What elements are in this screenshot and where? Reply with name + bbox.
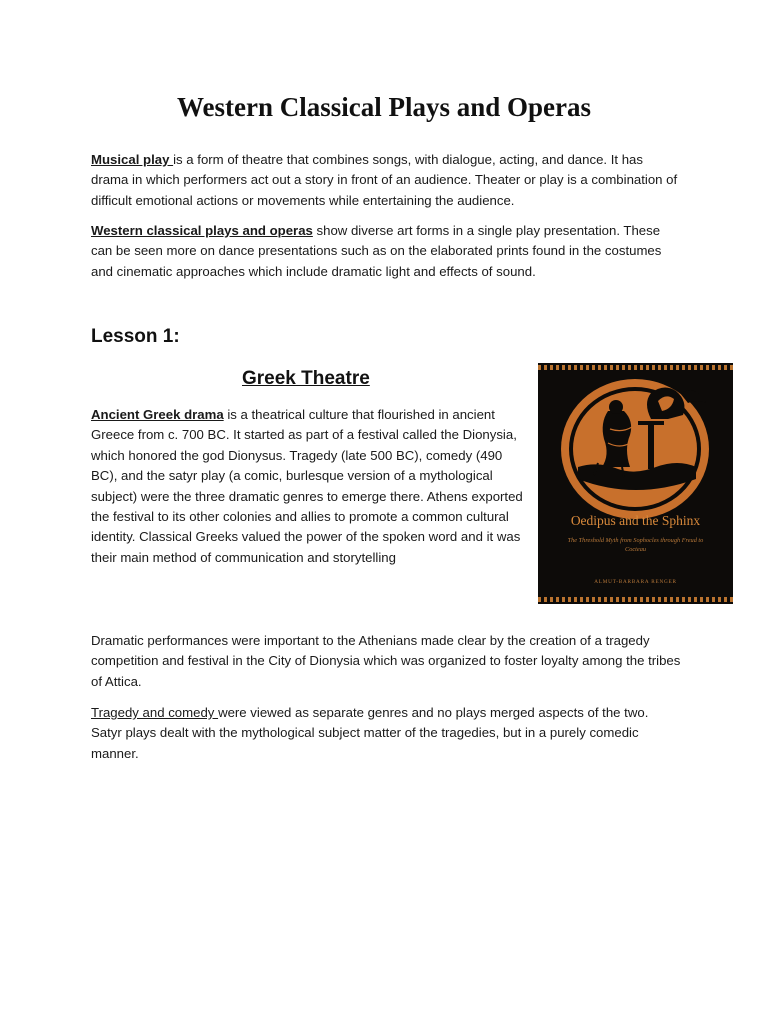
intro-paragraph-musical-play (91, 150, 681, 211)
vase-illustration (538, 363, 733, 604)
intro-paragraph-1-text: is a form of theatre that combines songs, with dialogue, acting, and dance. It has drama in which performers act out a story in front of an audience. Theater or play is a combination of difficult emotional actions or movements while entertaining the audience. (91, 152, 678, 208)
book-author: ALMUT-BARBARA RENGER (594, 579, 677, 585)
paragraph-tragedy-and-comedy (91, 703, 681, 764)
book-title: Oedipus and the Sphinx (570, 513, 701, 528)
book-subtitle: The Threshold Myth from Sophocles through Freud to Cocteau (567, 537, 704, 553)
term-musical-play: Musical play (91, 152, 174, 167)
paragraph-ancient-greek-drama-text: is a theatrical culture that flourished in ancient Greece from c. 700 BC. It started as part of a festival called the Dionysia, which honored the god Dionysus. Tragedy (late 500 BC), comedy (490 BC), and the satyr play (a comic, burlesque version of a mythological subject) were the three dramatic genres to emerge there. Athens exported the festival to its other colonies and allies to promote a common cultural identity. Classical Greeks valued the power of the spoken word and it was their main method of communication and storytelling (91, 407, 523, 565)
paragraph-tragedy-and-comedy-text: were viewed as separate genres and no plays merged aspects of the two. Satyr plays dealt with the mythological subject matter of the tragedies, but in a purely comedic manner. (91, 705, 649, 761)
cover-border-bottom (538, 597, 733, 602)
book-cover-image (538, 363, 733, 604)
paragraph-dramatic-performances: Dramatic performances were important to the Athenians made clear by the creation of a tragedy competition and festival in the City of Dionysia which was organized to foster loyalty among the tribes of Attica. (91, 633, 681, 689)
term-ancient-greek-drama: Ancient Greek drama (91, 407, 224, 422)
section-heading-greek-theatre: Greek Theatre (242, 368, 370, 389)
page-title: Western Classical Plays and Operas (176, 92, 591, 122)
term-western-classical: Western classical plays and operas (91, 223, 313, 238)
paragraph-ancient-greek-drama (91, 405, 527, 568)
lesson-heading: Lesson 1: (91, 326, 180, 347)
intro-paragraph-western-classical (91, 221, 681, 282)
term-tragedy-and-comedy: Tragedy and comedy (91, 705, 219, 720)
intro-paragraph-2-text: show diverse art forms in a single play presentation. These can be seen more on dance presentations such as on the elaborated prints found in the costumes and cinematic approaches which include dramatic light and effects of sound. (91, 223, 662, 279)
